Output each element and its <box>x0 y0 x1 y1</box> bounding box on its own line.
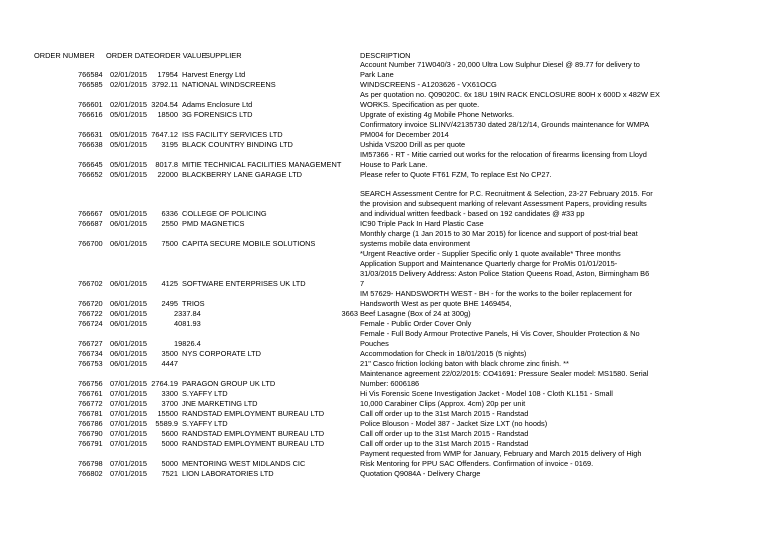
order-date: 06/01/2015 <box>110 319 147 328</box>
description-line: Ushida VS200 Drill as per quote <box>360 140 466 149</box>
description-line: WORKS. Specification as per quote. <box>360 100 480 109</box>
order-number: 766645 <box>78 160 103 169</box>
description-line: Pouches <box>360 339 389 348</box>
description-line: 7 <box>360 279 365 288</box>
supplier: COLLEGE OF POLICING <box>182 209 267 218</box>
description-line: Beef Lasagne (Box of 24 at 300g) <box>360 309 471 318</box>
supplier: NATIONAL WINDSCREENS <box>182 80 276 89</box>
order-date: 07/01/2015 <box>110 399 147 408</box>
supplier: MENTORING WEST MIDLANDS CIC <box>182 459 306 468</box>
description-line: Application Support and Maintenance Quarterly charge for ProMis 01/01/2015- <box>360 259 618 268</box>
order-number: 766652 <box>78 170 103 179</box>
order-value: 3500 <box>161 349 178 358</box>
order-date: 06/01/2015 <box>110 309 147 318</box>
description-line: the provision and subsequent marking of relevant Assessment Papers, providing results <box>360 199 647 208</box>
order-number: 766724 <box>78 319 103 328</box>
supplier: S.YAFFY LTD <box>182 419 228 428</box>
description-line: WINDSCREENS - A1203626 - VX61OCG <box>360 80 497 89</box>
order-value: 4125 <box>161 279 178 288</box>
supplier: JNE MARKETING LTD <box>182 399 258 408</box>
order-number: 766786 <box>78 419 103 428</box>
order-date: 05/01/2015 <box>110 130 147 139</box>
order-date: 02/01/2015 <box>110 70 147 79</box>
order-number: 766631 <box>78 130 103 139</box>
order-date: 02/01/2015 <box>110 80 147 89</box>
order-value: 22000 <box>157 170 178 179</box>
description-line: 21" Casco friction locking baton with black chrome zinc finish. ** <box>360 359 569 368</box>
description-line: SEARCH Assessment Centre for P.C. Recruitment & Selection, 23-27 February 2015. For <box>360 189 653 198</box>
order-number: 766722 <box>78 309 103 318</box>
order-value: 3300 <box>161 389 178 398</box>
order-value: 17954 <box>157 70 178 79</box>
order-number: 766702 <box>78 279 103 288</box>
supplier: ISS FACILITY SERVICES LTD <box>182 130 283 139</box>
supplier: LION LABORATORIES LTD <box>182 469 274 478</box>
description-line: Handsworth West as per quote BHE 1469454, <box>360 299 512 308</box>
order-value: 7521 <box>161 469 178 478</box>
description-line: IC90 Triple Pack In Hard Plastic Case <box>360 219 484 228</box>
description-line: and individual written feedback - based on 192 candidates @ #33 pp <box>360 209 585 218</box>
supplier: MITIE TECHNICAL FACILITIES MANAGEMENT <box>182 160 342 169</box>
order-value: 5000 <box>161 459 178 468</box>
supplier: RANDSTAD EMPLOYMENT BUREAU LTD <box>182 439 325 448</box>
stray-order-value: 3663 <box>341 309 358 318</box>
order-value: 5000 <box>161 439 178 448</box>
order-value: 5589.9 <box>155 419 178 428</box>
order-number: 766791 <box>78 439 103 448</box>
order-date: 02/01/2015 <box>110 100 147 109</box>
description-line: 10,000 Carabiner Clips (Approx. 4cm) 20p per unit <box>360 399 526 408</box>
description-line: Confirmatory invoice SLINV/42135730 dated 28/12/14, Grounds maintenance for WMPA <box>360 120 650 129</box>
order-value: 2550 <box>161 219 178 228</box>
supplier: TRIOS <box>182 299 205 308</box>
order-number: 766781 <box>78 409 103 418</box>
supplier: Adams Enclosure Ltd <box>182 100 253 109</box>
order-value: 8017.8 <box>155 160 178 169</box>
description-line: PM004 for December 2014 <box>360 130 449 139</box>
supplier: Harvest Energy Ltd <box>182 70 246 79</box>
description-line: Call off order up to the 31st March 2015 - Randstad <box>360 439 529 448</box>
supplier: NYS CORPORATE LTD <box>182 349 261 358</box>
order-value: 4447 <box>161 359 178 368</box>
description-line: Call off order up to the 31st March 2015 - Randstad <box>360 409 529 418</box>
supplier: BLACK COUNTRY BINDING LTD <box>182 140 293 149</box>
order-date: 06/01/2015 <box>110 219 147 228</box>
order-number: 766761 <box>78 389 103 398</box>
supplier: RANDSTAD EMPLOYMENT BUREAU LTD <box>182 409 325 418</box>
order-date: 07/01/2015 <box>110 379 147 388</box>
order-date: 07/01/2015 <box>110 389 147 398</box>
order-number: 766790 <box>78 429 103 438</box>
order-value: 3195 <box>161 140 178 149</box>
header-order-value: ORDER VALUE <box>154 51 207 60</box>
order-number: 766700 <box>78 239 103 248</box>
order-number: 766727 <box>78 339 103 348</box>
order-date: 07/01/2015 <box>110 469 147 478</box>
header-supplier: SUPPLIER <box>205 51 242 60</box>
order-number: 766616 <box>78 110 103 119</box>
description-line: Female - Full Body Armour Protective Panels, Hi Vis Cover, Shoulder Protection & No <box>360 329 640 338</box>
order-number: 766802 <box>78 469 103 478</box>
description-line: *Urgent Reactive order - Supplier Specific only 1 quote available* Three months <box>360 249 621 258</box>
order-number: 766584 <box>78 70 103 79</box>
order-date: 05/01/2015 <box>110 140 147 149</box>
description-line: Risk Mentoring for PPU SAC Offenders. Confirmation of invoice - 0169. <box>360 459 594 468</box>
order-value: 7500 <box>161 239 178 248</box>
order-date: 07/01/2015 <box>110 419 147 428</box>
order-value: 2764.19 <box>151 379 178 388</box>
order-value: 2337.84 <box>174 309 201 318</box>
description-line: IM 57629- HANDSWORTH WEST - BH - for the works to the boiler replacement for <box>360 289 633 298</box>
order-date: 07/01/2015 <box>110 429 147 438</box>
order-date: 06/01/2015 <box>110 279 147 288</box>
order-number: 766798 <box>78 459 103 468</box>
description-line: 31/03/2015 Delivery Address: Aston Police Station Queens Road, Aston, Birmingham B6 <box>360 269 650 278</box>
order-date: 07/01/2015 <box>110 409 147 418</box>
header-description: DESCRIPTION <box>360 51 411 60</box>
description-line: IM57366 - RT - Mitie carried out works for the relocation of firearms licensing from Lloyd <box>360 150 647 159</box>
description-line: As per quotation no. Q09020C. 6x 18U 19IN RACK ENCLOSURE 800H x 600D x 482W EX <box>360 90 660 99</box>
order-date: 06/01/2015 <box>110 339 147 348</box>
order-value: 7647.12 <box>151 130 178 139</box>
order-value: 15500 <box>157 409 178 418</box>
description-line: Accommodation for Check in 18/01/2015 (5 nights) <box>360 349 527 358</box>
header-order-date: ORDER DATE <box>106 51 154 60</box>
order-date: 05/01/2015 <box>110 160 147 169</box>
order-value: 19826.4 <box>174 339 201 348</box>
order-number: 766753 <box>78 359 103 368</box>
order-date: 06/01/2015 <box>110 349 147 358</box>
order-date: 05/01/2015 <box>110 170 147 179</box>
order-value: 18500 <box>157 110 178 119</box>
description-line: House to Park Lane. <box>360 160 428 169</box>
supplier: CAPITA SECURE MOBILE SOLUTIONS <box>182 239 316 248</box>
supplier: BLACKBERRY LANE GARAGE LTD <box>182 170 302 179</box>
order-date: 06/01/2015 <box>110 239 147 248</box>
order-date: 06/01/2015 <box>110 299 147 308</box>
description-line: Hi Vis Forensic Scene Investigation Jacket - Model 108 - Cloth KL151 - Small <box>360 389 613 398</box>
supplier: PARAGON GROUP UK LTD <box>182 379 276 388</box>
description-line: Number: 6006186 <box>360 379 420 388</box>
order-number: 766585 <box>78 80 103 89</box>
supplier: S.YAFFY LTD <box>182 389 228 398</box>
description-line: Monthly charge (1 Jan 2015 to 30 Mar 2015) for licence and support of post-trial beat <box>360 229 638 238</box>
order-value: 5600 <box>161 429 178 438</box>
order-number: 766638 <box>78 140 103 149</box>
order-number: 766772 <box>78 399 103 408</box>
order-date: 05/01/2015 <box>110 209 147 218</box>
description-line: Female - Public Order Cover Only <box>360 319 472 328</box>
order-date: 05/01/2015 <box>110 110 147 119</box>
description-line: Quotation Q9084A - Delivery Charge <box>360 469 481 478</box>
order-value: 3204.54 <box>151 100 178 109</box>
description-line: systems mobile data environment <box>360 239 471 248</box>
order-value: 3792.11 <box>151 80 178 89</box>
description-line: Police Blouson - Model 387 - Jacket Size LXT (no hoods) <box>360 419 548 428</box>
supplier: PMD MAGNETICS <box>182 219 245 228</box>
order-number: 766734 <box>78 349 103 358</box>
order-date: 07/01/2015 <box>110 439 147 448</box>
order-value: 6336 <box>161 209 178 218</box>
header-order-number: ORDER NUMBER <box>34 51 95 60</box>
description-line: Park Lane <box>360 70 394 79</box>
order-number: 766720 <box>78 299 103 308</box>
order-date: 07/01/2015 <box>110 459 147 468</box>
description-line: Account Number 71W040/3 - 20,000 Ultra Low Sulphur Diesel @ 89.77 for delivery to <box>360 60 640 69</box>
supplier: 3G FORENSICS LTD <box>182 110 253 119</box>
order-number: 766756 <box>78 379 103 388</box>
description-line: Payment requested from WMP for January, February and March 2015 delivery of High <box>360 449 642 458</box>
description-line: Upgrate of existing 4g Mobile Phone Networks. <box>360 110 515 119</box>
order-value: 3700 <box>161 399 178 408</box>
order-value: 4081.93 <box>174 319 201 328</box>
description-line: Call off order up to the 31st March 2015 - Randstad <box>360 429 529 438</box>
order-value: 2495 <box>161 299 178 308</box>
description-line: Please refer to Quote FT61 FZM, To replace Est No CP27. <box>360 170 552 179</box>
order-number: 766687 <box>78 219 103 228</box>
order-number: 766667 <box>78 209 103 218</box>
supplier: RANDSTAD EMPLOYMENT BUREAU LTD <box>182 429 325 438</box>
supplier: SOFTWARE ENTERPRISES UK LTD <box>182 279 306 288</box>
order-date: 06/01/2015 <box>110 359 147 368</box>
description-line: Maintenance agreement 22/02/2015: CO41691: Pressure Sealer model: MS1580. Serial <box>360 369 649 378</box>
order-number: 766601 <box>78 100 103 109</box>
